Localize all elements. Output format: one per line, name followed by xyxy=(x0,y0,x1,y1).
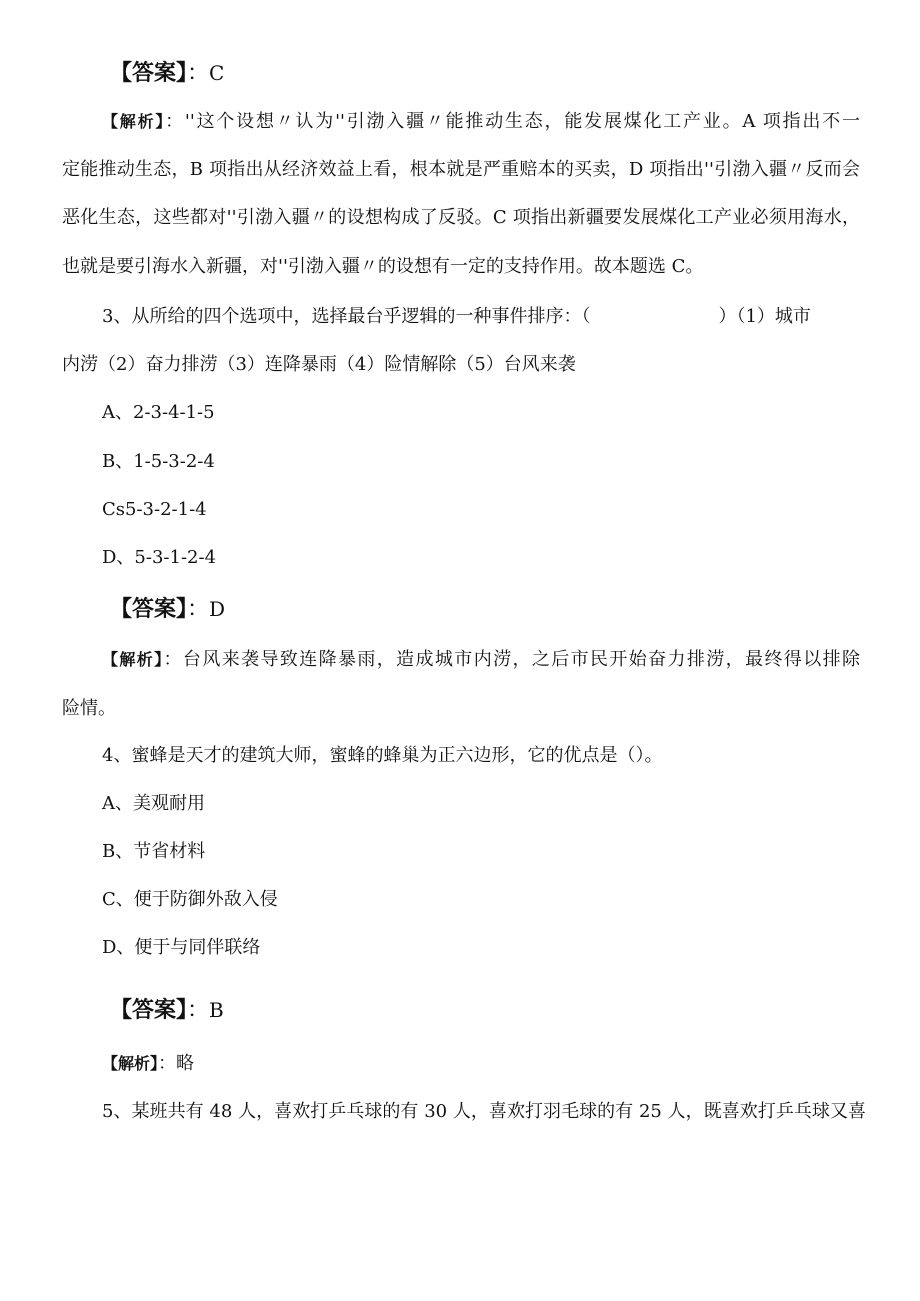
q3-option-b: B、1-5-3-2-4 xyxy=(102,451,215,472)
q3-option-c: Cs5-3-2-1-4 xyxy=(102,499,207,520)
q4-option-b: B、节省材料 xyxy=(102,841,206,862)
q3-explanation-line-1 xyxy=(102,648,860,672)
explanation-label: 【解析】 xyxy=(102,1054,159,1073)
answer-tag: 【答案】 xyxy=(110,998,188,1023)
q4-option-c: C、便于防御外敌入侵 xyxy=(102,889,278,910)
q4-option-a: A、美观耐用 xyxy=(102,793,205,814)
answer-value: C xyxy=(209,61,225,85)
q3-option-a: A、2-3-4-1-5 xyxy=(102,402,215,423)
explanation-text: ：略 xyxy=(158,1053,195,1074)
q3-option-d: D、5-3-1-2-4 xyxy=(102,547,217,568)
q5-stem-line-1: 5、某班共有 48 人，喜欢打乒乓球的有 30 人，喜欢打羽毛球的有 25 人，既喜欢打乒乓球又喜 xyxy=(102,1101,866,1122)
q3-stem-line-2: 内涝（2）奋力排涝（3）连降暴雨（4）险情解除（5）台风来袭 xyxy=(62,354,576,375)
q2-explanation-line-3: 恶化生态，这些都对''引渤入疆〃的设想构成了反驳。C 项指出新疆要发展煤化工产业必须用海水， xyxy=(62,207,860,228)
q4-stem: 4、蜜蜂是天才的建筑大师，蜜蜂的蜂巢为正六边形，它的优点是（）。 xyxy=(102,745,663,766)
answer-tag: 【答案】 xyxy=(110,597,188,622)
q2-explanation-line-4: 也就是要引海水入新疆，对''引渤入疆〃的设想有一定的支持作用。故本题选 C。 xyxy=(62,256,704,277)
answer-value: B xyxy=(209,998,224,1022)
q3-explanation-line-2: 险情。 xyxy=(62,698,116,719)
explanation-label: 【解析】 xyxy=(102,650,164,669)
explanation-text: ：''这个设想〃认为''引渤入疆〃能推动生态，能发展煤化工产业。A 项指出不一 xyxy=(165,111,860,132)
answer-tag: 【答案】 xyxy=(110,61,188,86)
answer-separator: ： xyxy=(187,597,210,622)
q2-explanation-line-1 xyxy=(102,110,860,134)
q3-stem-part-2: ）（1）城市 xyxy=(718,306,811,327)
q3-stem-line-1 xyxy=(102,305,811,329)
answer-value: D xyxy=(209,597,226,621)
q4-option-d: D、便于与同伴联络 xyxy=(102,937,261,958)
explanation-label: 【解析】 xyxy=(102,112,166,131)
q4-answer xyxy=(110,995,224,1026)
q2-explanation-line-2: 定能推动生态，B 项指出从经济效益上看，根本就是严重赔本的买卖，D 项指出''引渤入疆〃反而会 xyxy=(62,159,860,180)
explanation-text: ：台风来袭导致连降暴雨，造成城市内涝，之后市民开始奋力排涝，最终得以排除 xyxy=(163,649,860,670)
answer-separator: ： xyxy=(187,61,210,86)
answer-separator: ： xyxy=(187,998,210,1023)
q3-stem-part-1: 3、从所给的四个选项中，选择最台乎逻辑的一种事件排序：（ xyxy=(102,306,591,327)
q4-explanation xyxy=(102,1052,194,1076)
q2-answer xyxy=(110,58,224,89)
q3-answer xyxy=(110,594,225,625)
